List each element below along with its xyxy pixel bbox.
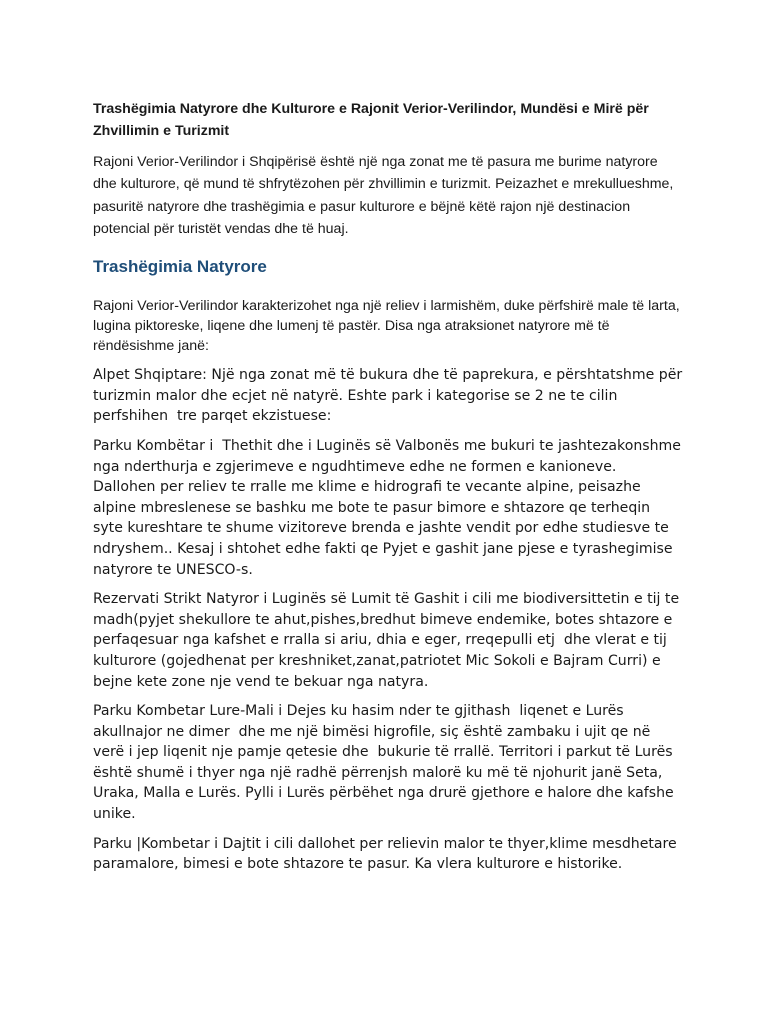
document-page xyxy=(93,98,690,884)
paragraph-alpet-shqiptare: Alpet Shqiptare: Një nga zonat më të bukura dhe të paprekura, e përshtatshme për turizmin malor dhe ecjet në natyrë. Eshte park i kategorise se 2 ne te cilin perfshihen tre parqet ekzistuese: xyxy=(93,367,687,425)
section-intro-paragraph: Rajoni Verior-Verilindor karakterizohet nga një reliev i larmishëm, duke përfshirë male të larta, lugina piktoreske, liqene dhe lumenj të pastër. Disa nga atraksionet natyrore më të rëndësishme janë: xyxy=(93,298,680,355)
document-title: Trashëgimia Natyrore dhe Kulturore e Rajonit Verior-Verilindor, Mundësi e Mirë për Zhvillimin e Turizmit xyxy=(93,101,649,139)
section-heading: Trashëgimia Natyrore xyxy=(93,257,267,277)
paragraph-parku-lure-mali-dejes: Parku Kombetar Lure-Mali i Dejes ku hasim nder te gjithash liqenet e Lurës akullnajor ne dimer dhe me një bimësi higrofile, siç është zambaku i ujit qe në verë i jep liqenit nje pamje qetesie dhe bukurie të rrallë. Territori i parkut të Lurës është shumë i thyer nga një radhë përrenjsh malorë ku më të njohurit janë Seta, Uraka, Malla e Lurës. Pylli i Lurës përbëhet nga drurë gjethore e halore dhe kafshe unike. xyxy=(93,703,679,823)
intro-paragraph: Rajoni Verior-Verilindor i Shqipërisë është një nga zonat me të pasura me burime natyrore dhe kulturore, që mund të shfrytëzohen për zhvillimin e turizmit. Peizazhet e mrekullueshme, pasuritë natyrore dhe trashëgimia e pasur kulturore e bëjnë këtë rajon një destinacion potencial për turistët vendas dhe të huaj. xyxy=(93,154,674,237)
paragraph-parku-thethit-valbones: Parku Kombëtar i Thethit dhe i Luginës së Valbonës me bukuri te jashtezakonshme nga nderthurja e zgjerimeve e ngudhtimeve edhe ne formen e kanioneve. Dallohen per reliev te rralle me klime e hidrografi te vecante alpine, peisazhe alpine mbreslenese se bashku me bote te pasur bimore e shtazore qe terheqin syte kureshtare te shume vizitoreve brenda e jashte vendit por edhe studiesve te ndryshem.. Kesaj i shtohet edhe fakti qe Pyjet e gashit jane pjese e tyrashegimise natyrore te UNESCO-s. xyxy=(93,437,690,578)
paragraph-parku-dajtit: Parku |Kombetar i Dajtit i cili dallohet per relievin malor te thyer,klime mesdhetare paramalore, bimesi e bote shtazore te pasur. Ka vlera kulturore e historike. xyxy=(93,835,682,873)
paragraph-rezervati-gashit: Rezervati Strikt Natyror i Luginës së Lumit të Gashit i cili me biodiversittetin e tij te madh(pyjet shekullore te ahut,pishes,bredhut bimeve endemike, botes shtazore e perfaqesuar nga kafshet e rralla si ariu, dhia e eger, rreqepulli etj dhe vlerat e tij kulturore (gojedhenat per kreshniket,zanat,patriotet Mic Sokoli e Bajram Curri) e bejne kete zone nje vend te bekuar nga natyra. xyxy=(93,591,684,690)
